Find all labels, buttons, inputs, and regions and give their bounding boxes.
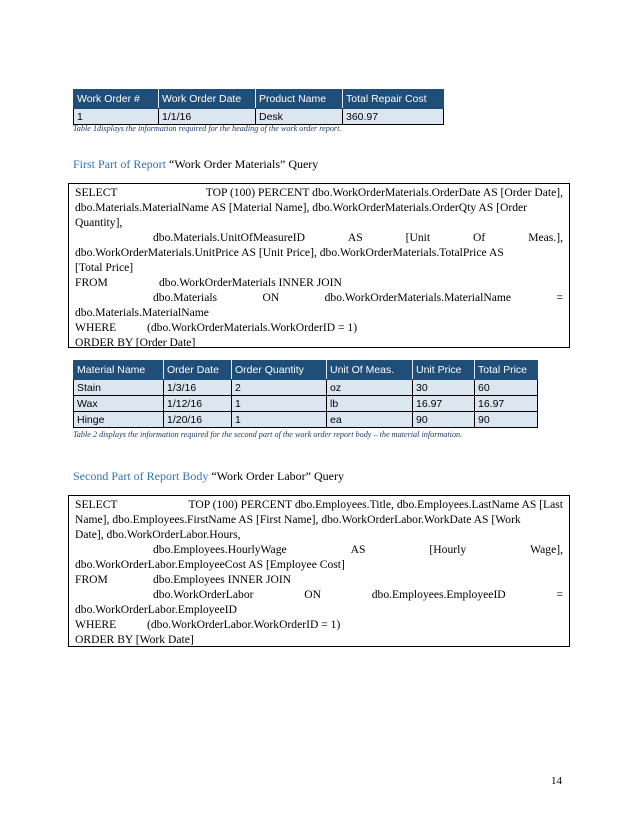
column-header: Material Name xyxy=(74,361,164,380)
table-cell: 360.97 xyxy=(343,109,444,125)
column-header: Total Repair Cost xyxy=(343,90,444,109)
column-header: Work Order # xyxy=(74,90,159,109)
table-cell: 1 xyxy=(232,412,327,428)
sql-text: AS xyxy=(350,543,366,556)
sql-line: dbo.Materials.MaterialName AS [Material Name], dbo.WorkOrderMaterials.OrderQty AS [Order xyxy=(75,201,528,214)
work-order-heading-table xyxy=(73,89,444,125)
sql-text: dbo.Materials.UnitOfMeasureID xyxy=(153,231,305,244)
sql-line xyxy=(75,542,563,557)
column-header: Order Date xyxy=(164,361,232,380)
table-cell: 2 xyxy=(232,380,327,396)
table-row xyxy=(74,412,538,428)
table-cell: 1/12/16 xyxy=(164,396,232,412)
table-cell: 60 xyxy=(475,380,538,396)
column-header: Unit Price xyxy=(413,361,475,380)
sql-line: Date], dbo.WorkOrderLabor.Hours, xyxy=(75,528,241,541)
table-cell: Desk xyxy=(256,109,343,125)
sql-text: TOP (100) PERCENT dbo.Employees.Title, dbo.Employees.LastName AS [Last xyxy=(188,498,563,511)
column-header: Work Order Date xyxy=(159,90,256,109)
sql-keyword: SELECT xyxy=(75,186,118,199)
sql-keyword: WHERE xyxy=(75,321,117,334)
sql-text: = xyxy=(556,291,563,304)
sql-text: Wage], xyxy=(530,543,563,556)
sql-keyword: FROM xyxy=(75,573,108,586)
table-cell: 16.97 xyxy=(413,396,475,412)
sql-text: dbo.WorkOrderMaterials.MaterialName xyxy=(324,291,512,304)
sql-text: [Hourly xyxy=(429,543,467,556)
column-header: Total Price xyxy=(475,361,538,380)
work-order-heading-table-wrap xyxy=(73,89,444,125)
table-cell: 1/20/16 xyxy=(164,412,232,428)
sql-line: ORDER BY [Order Date] xyxy=(75,336,196,349)
sql-text: [Unit xyxy=(405,231,431,244)
sql-line: Quantity], xyxy=(75,216,123,229)
materials-table-wrap xyxy=(73,360,538,428)
sql-keyword: WHERE xyxy=(75,618,117,631)
sql-line: ORDER BY [Work Date] xyxy=(75,633,194,646)
sql-text: dbo.Employees.EmployeeID xyxy=(371,588,506,601)
table-2-caption: Table 2 displays the information required for the second part of the work order report body – the material information. xyxy=(73,430,463,439)
table-cell: 90 xyxy=(413,412,475,428)
sql-line: dbo.WorkOrderLabor.EmployeeID xyxy=(75,603,237,616)
sql-line xyxy=(75,587,563,602)
sql-line: dbo.WorkOrderMaterials.UnitPrice AS [Unit Price], dbo.WorkOrderMaterials.TotalPrice AS xyxy=(75,246,504,259)
table-cell: 1 xyxy=(232,396,327,412)
sql-text: dbo.Materials xyxy=(153,291,218,304)
sql-text: TOP (100) PERCENT dbo.WorkOrderMaterials.OrderDate AS [Order Date], xyxy=(205,186,563,199)
sql-line xyxy=(75,497,563,512)
table-cell: 1/3/16 xyxy=(164,380,232,396)
table-cell: 90 xyxy=(475,412,538,428)
sql-text: dbo.WorkOrderMaterials INNER JOIN xyxy=(159,276,342,289)
column-header: Product Name xyxy=(256,90,343,109)
sql-text: (dbo.WorkOrderMaterials.WorkOrderID = 1) xyxy=(147,321,358,334)
sql-keyword: SELECT xyxy=(75,498,118,511)
table-row xyxy=(74,396,538,412)
materials-table xyxy=(73,360,538,428)
table-cell: Hinge xyxy=(74,412,164,428)
sql-text: Of xyxy=(473,231,486,244)
table-cell: 1/1/16 xyxy=(159,109,256,125)
table-cell: lb xyxy=(327,396,413,412)
table-1-caption: Table 1displays the information required for the heading of the work order report. xyxy=(73,124,342,133)
table-row xyxy=(74,380,538,396)
table-cell: oz xyxy=(327,380,413,396)
sql-text: dbo.WorkOrderLabor xyxy=(153,588,254,601)
section-2-heading-subtitle: “Work Order Labor” Query xyxy=(208,469,344,483)
table-cell: ea xyxy=(327,412,413,428)
table-header-row xyxy=(74,90,444,109)
section-1-heading-subtitle: “Work Order Materials” Query xyxy=(166,157,319,171)
sql-line xyxy=(75,275,563,290)
sql-line: dbo.WorkOrderLabor.EmployeeCost AS [Employee Cost] xyxy=(75,558,345,571)
sql-text: ON xyxy=(304,588,321,601)
sql-text: Meas.], xyxy=(528,231,563,244)
sql-text: dbo.Employees.HourlyWage xyxy=(153,543,287,556)
column-header: Order Quantity xyxy=(232,361,327,380)
sql-line xyxy=(75,230,563,245)
table-cell: 1 xyxy=(74,109,159,125)
sql-line: dbo.Materials.MaterialName xyxy=(75,306,209,319)
section-2-heading xyxy=(73,469,344,484)
section-1-heading xyxy=(73,157,318,172)
table-cell: 30 xyxy=(413,380,475,396)
table-cell: Wax xyxy=(74,396,164,412)
sql-line xyxy=(75,320,563,335)
sql-text: AS xyxy=(347,231,363,244)
sql-text: dbo.Employees INNER JOIN xyxy=(153,573,292,586)
sql-line xyxy=(75,572,563,587)
materials-query-box xyxy=(68,183,570,348)
labor-query-box xyxy=(68,495,570,647)
sql-keyword: FROM xyxy=(75,276,108,289)
section-2-heading-title: Second Part of Report Body xyxy=(73,469,209,483)
sql-line: [Total Price] xyxy=(75,261,134,274)
sql-line xyxy=(75,617,563,632)
sql-text: ON xyxy=(262,291,280,304)
section-1-heading-title: First Part of Report xyxy=(73,157,166,171)
page-number: 14 xyxy=(551,775,562,787)
column-header: Unit Of Meas. xyxy=(327,361,413,380)
table-header-row xyxy=(74,361,538,380)
sql-line: Name], dbo.Employees.FirstName AS [First Name], dbo.WorkOrderLabor.WorkDate AS [Work xyxy=(75,513,521,526)
sql-text: (dbo.WorkOrderLabor.WorkOrderID = 1) xyxy=(147,618,341,631)
table-cell: 16.97 xyxy=(475,396,538,412)
sql-line xyxy=(75,290,563,305)
table-cell: Stain xyxy=(74,380,164,396)
table-row xyxy=(74,109,444,125)
sql-text: = xyxy=(556,588,563,601)
sql-line xyxy=(75,185,563,200)
